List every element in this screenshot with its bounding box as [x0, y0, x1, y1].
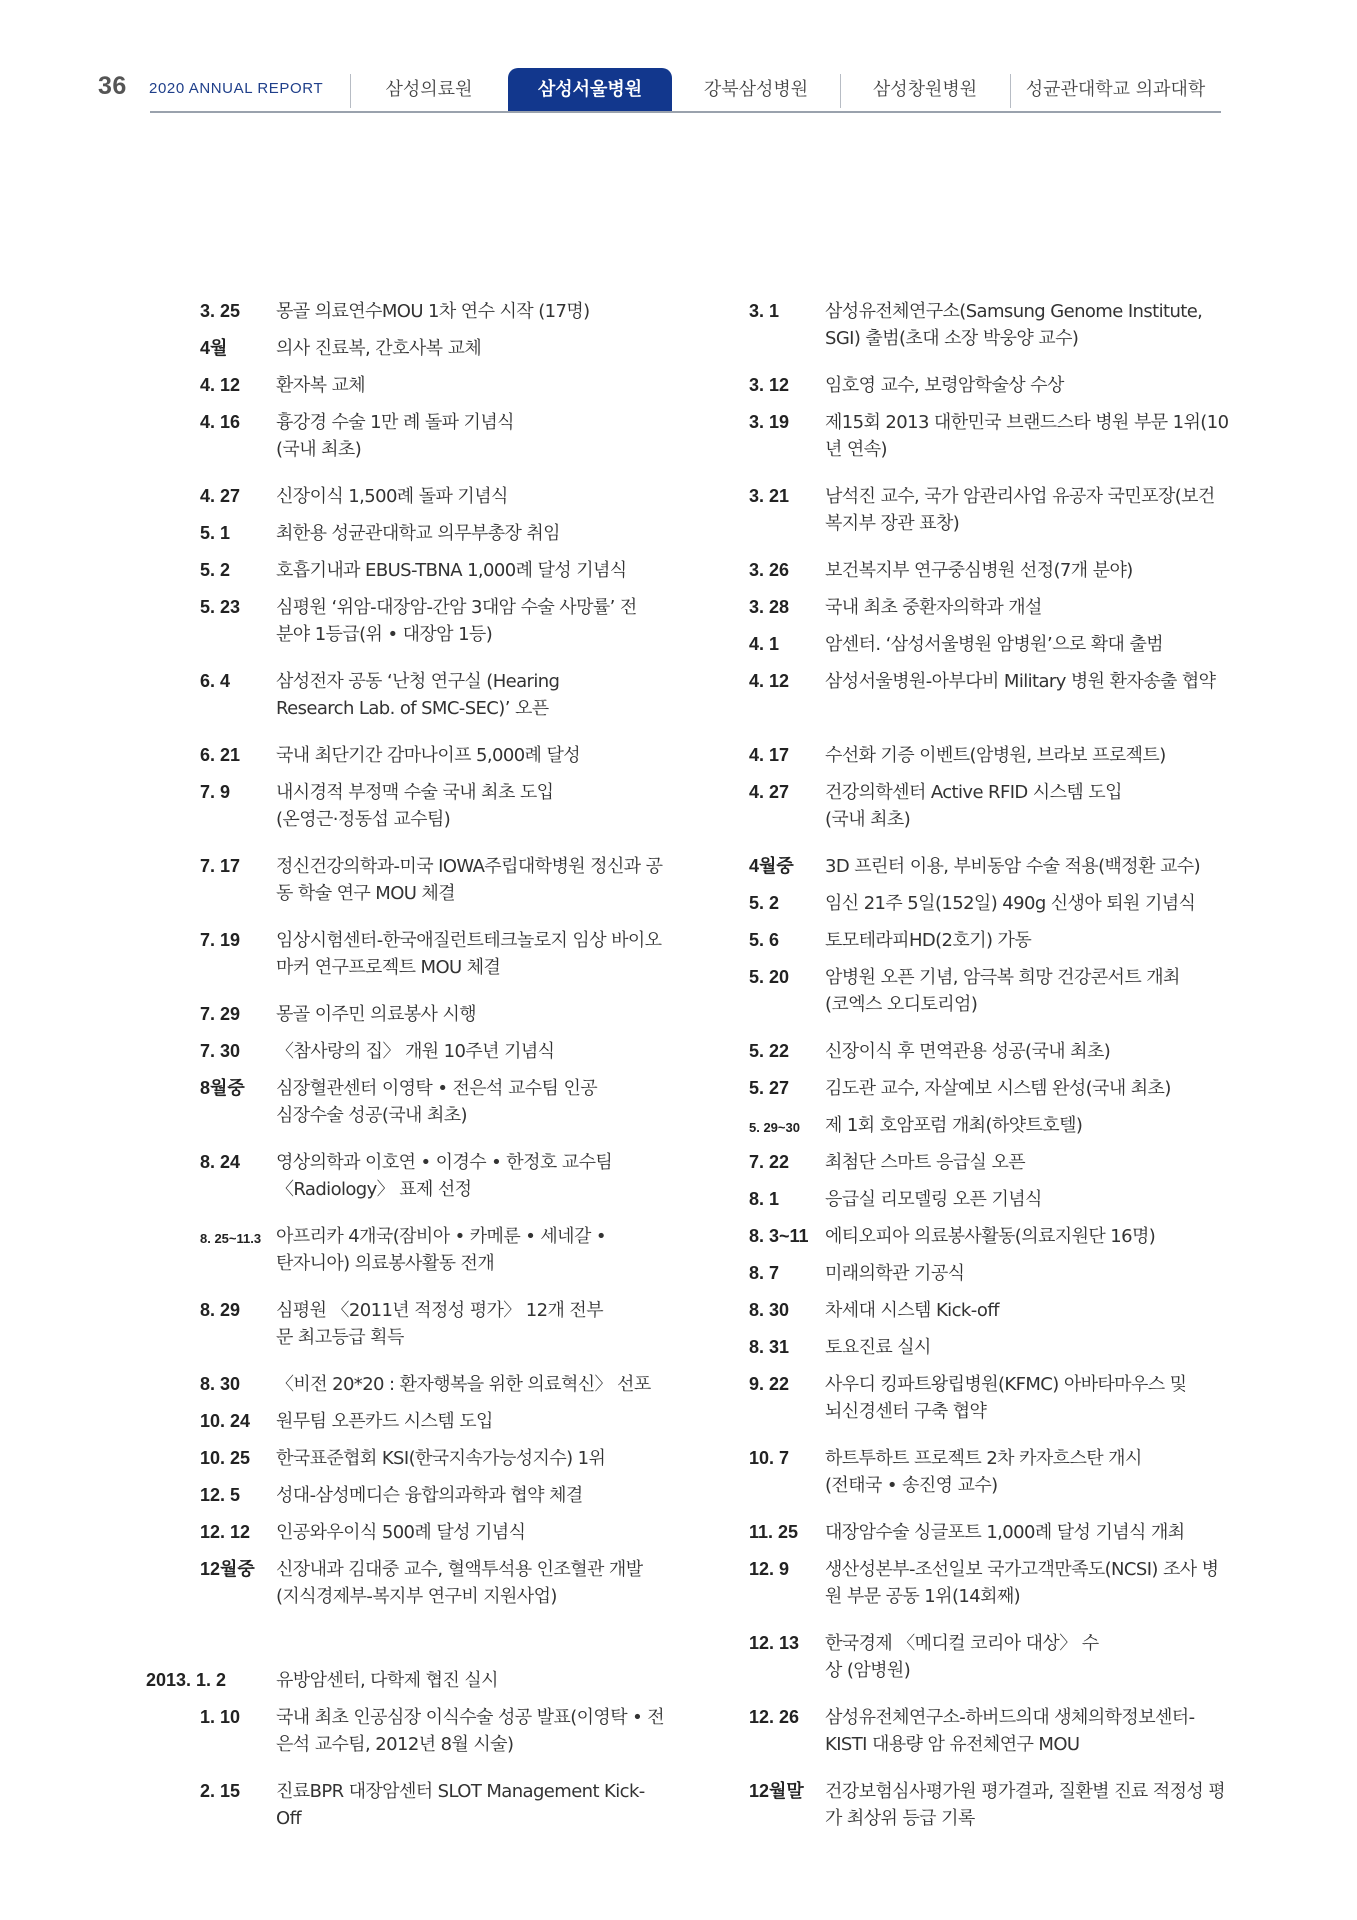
timeline-entry [749, 1519, 1229, 1546]
entry-text: 에티오피아 의료봉사활동(의료지원단 16명) [825, 1226, 1156, 1247]
entry-date: 7. 30 [200, 1041, 241, 1061]
tab-label: 삼성의료원 [385, 79, 473, 100]
entry-text: 최첨단 스마트 응급실 오픈 [825, 1152, 1026, 1173]
entry-date: 3. 21 [749, 486, 790, 506]
entry-text: 토요진료 실시 [825, 1337, 931, 1358]
tab-label: 삼성창원병원 [872, 79, 978, 100]
tab-skku-medical-school[interactable] [1010, 68, 1221, 111]
entry-text: 남석진 교수, 국가 암관리사업 유공자 국민포장(보건복지부 장관 표창) [825, 486, 1215, 534]
timeline-entry [146, 779, 676, 833]
timeline-entry [146, 372, 676, 399]
timeline-entry [146, 1482, 676, 1509]
entry-text: 건강보험심사평가원 평가결과, 질환별 진료 적정성 평가 최상위 등급 기록 [825, 1781, 1226, 1829]
timeline-entry [146, 1297, 676, 1351]
timeline-entry [146, 557, 676, 584]
entry-date: 5. 20 [749, 967, 790, 987]
timeline-entry [146, 1778, 676, 1832]
timeline-entry [749, 1149, 1229, 1176]
entry-text: 아프리카 4개국(잠비아 • 카메룬 • 세네갈 • 탄자니아) 의료봉사활동 전개 [276, 1226, 606, 1274]
entry-date: 8. 25~11.3 [200, 1231, 262, 1246]
entry-date: 2013. 1. 2 [146, 1670, 227, 1690]
entry-text: 한국경제 〈메디컬 코리아 대상〉 수상 (암병원) [825, 1633, 1099, 1681]
entry-text: 몽골 이주민 의료봉사 시행 [276, 1004, 477, 1025]
timeline-entry [146, 1001, 676, 1028]
entry-date: 1. 10 [200, 1707, 241, 1727]
entry-text: 의사 진료복, 간호사복 교체 [276, 338, 482, 359]
entry-date: 4. 17 [749, 745, 790, 765]
tab-samsung-changwon-hospital[interactable] [840, 68, 1010, 111]
entry-text: 내시경적 부정맥 수술 국내 최초 도입 (온영근·정동섭 교수팀) [276, 782, 554, 830]
entry-text: 암병원 오픈 기념, 암극복 희망 건강콘서트 개최 (코엑스 오디토리엄) [825, 967, 1180, 1015]
timeline-entry [749, 853, 1229, 880]
entry-date: 6. 21 [200, 745, 241, 765]
timeline-entry [749, 1038, 1229, 1065]
entry-text: 삼성유전체연구소-하버드의대 생체의학정보센터-KISTI 대용량 암 유전체연구 MOU [825, 1707, 1195, 1755]
entry-text: 신장이식 후 면역관용 성공(국내 최초) [825, 1041, 1111, 1062]
entry-text: 삼성서울병원-아부다비 Military 병원 환자송출 협약 [825, 671, 1216, 692]
timeline-entry [146, 1667, 676, 1694]
entry-text: 몽골 의료연수MOU 1차 연수 시작 (17명) [276, 301, 590, 322]
timeline-entry [749, 1445, 1229, 1499]
entry-date: 3. 28 [749, 597, 790, 617]
timeline-entry [146, 853, 676, 907]
timeline-entry [146, 927, 676, 981]
entry-date: 12. 9 [749, 1559, 790, 1579]
entry-text: 임상시험센터-한국애질런트테크놀로지 임상 바이오마커 연구프로젝트 MOU 체결 [276, 930, 662, 978]
entry-date: 4. 12 [200, 375, 241, 395]
timeline-entry [146, 335, 676, 362]
entry-date: 3. 19 [749, 412, 790, 432]
timeline-entry [146, 594, 676, 648]
entry-date: 5. 6 [749, 930, 780, 950]
entry-date: 3. 12 [749, 375, 790, 395]
entry-text: 진료BPR 대장암센터 SLOT Management Kick-Off [276, 1781, 645, 1829]
timeline-entry [749, 372, 1229, 399]
entry-text: 심평원 ‘위암-대장암-간암 3대암 수술 사망률’ 전 분야 1등급(위 • 대장암 1등) [276, 597, 637, 645]
entry-date: 8. 31 [749, 1337, 790, 1357]
entry-date: 3. 26 [749, 560, 790, 580]
timeline-entry [749, 483, 1229, 537]
entry-text: 수선화 기증 이벤트(암병원, 브라보 프로젝트) [825, 745, 1166, 766]
entry-date: 5. 22 [749, 1041, 790, 1061]
entry-date: 8. 29 [200, 1300, 241, 1320]
entry-text: 환자복 교체 [276, 375, 366, 396]
entry-text: 건강의학센터 Active RFID 시스템 도입 (국내 최초) [825, 782, 1122, 830]
entry-text: 심장혈관센터 이영탁 • 전은석 교수팀 인공심장수술 성공(국내 최초) [276, 1078, 598, 1126]
timeline-entry [749, 1371, 1229, 1425]
entry-date: 7. 17 [200, 856, 241, 876]
entry-text: 대장암수술 싱글포트 1,000례 달성 기념식 개최 [825, 1522, 1185, 1543]
timeline-entry [749, 1778, 1229, 1832]
timeline-entry [146, 1223, 676, 1277]
entry-date: 10. 7 [749, 1448, 790, 1468]
entry-date: 12. 12 [200, 1522, 251, 1542]
entry-text: 인공와우이식 500례 달성 기념식 [276, 1522, 526, 1543]
tab-samsung-medical-center[interactable] [350, 68, 508, 111]
timeline-entry [146, 668, 676, 722]
entry-date: 10. 24 [200, 1411, 251, 1431]
entry-date: 5. 23 [200, 597, 241, 617]
timeline-entry [146, 1408, 676, 1435]
entry-text: 보건복지부 연구중심병원 선정(7개 분야) [825, 560, 1133, 581]
entry-text: 신장이식 1,500례 돌파 기념식 [276, 486, 508, 507]
entry-date: 8. 24 [200, 1152, 241, 1172]
timeline-entry [749, 779, 1229, 833]
timeline-entry [146, 1038, 676, 1065]
timeline-entry [749, 1223, 1229, 1250]
timeline-entry [146, 1445, 676, 1472]
entry-date: 8. 3~11 [749, 1226, 809, 1246]
entry-text: 미래의학관 기공식 [825, 1263, 965, 1284]
timeline-entry [749, 1630, 1229, 1684]
timeline-entry [749, 890, 1229, 917]
header-divider [150, 111, 1221, 113]
entry-text: 성대-삼성메디슨 융합의과학과 협약 체결 [276, 1485, 583, 1506]
entry-text: 제15회 2013 대한민국 브랜드스타 병원 부문 1위(10년 연속) [825, 412, 1229, 460]
timeline-entry [749, 1112, 1229, 1139]
entry-date: 7. 9 [200, 782, 231, 802]
timeline-entry [146, 1075, 676, 1129]
entry-text: 영상의학과 이호연 • 이경수 • 한정호 교수팀 〈Radiology〉 표제 선정 [276, 1152, 613, 1200]
timeline-entry [749, 557, 1229, 584]
entry-text: 암센터. ‘삼성서울병원 암병원’으로 확대 출범 [825, 634, 1164, 655]
entry-date: 4월중 [749, 856, 794, 876]
timeline-entry [146, 742, 676, 769]
entry-text: 사우디 킹파트왕립병원(KFMC) 아바타마우스 및 뇌신경센터 구축 협약 [825, 1374, 1187, 1422]
entry-date: 2. 15 [200, 1781, 241, 1801]
tab-label: 성균관대학교 의과대학 [1025, 79, 1206, 100]
entry-date: 7. 29 [200, 1004, 241, 1024]
entry-date: 8. 30 [749, 1300, 790, 1320]
entry-text: 김도관 교수, 자살예보 시스템 완성(국내 최초) [825, 1078, 1171, 1099]
entry-text: 국내 최초 중환자의학과 개설 [825, 597, 1042, 618]
page-header [0, 0, 1357, 120]
timeline-entry [749, 298, 1229, 352]
timeline-entry [146, 520, 676, 547]
entry-text: 하트투하트 프로젝트 2차 카자흐스탄 개시 (전태국 • 송진영 교수) [825, 1448, 1142, 1496]
entry-date: 12월중 [200, 1559, 255, 1579]
entry-text: 한국표준협회 KSI(한국지속가능성지수) 1위 [276, 1448, 606, 1469]
timeline-entry [749, 1260, 1229, 1287]
timeline-entry [749, 594, 1229, 621]
entry-date: 8월중 [200, 1078, 245, 1098]
entry-date: 5. 29~30 [749, 1120, 800, 1135]
entry-date: 5. 2 [749, 893, 780, 913]
timeline-entry [146, 409, 676, 463]
timeline-entry [749, 1556, 1229, 1610]
entry-date: 12월말 [749, 1781, 804, 1801]
entry-text: 〈참사랑의 집〉 개원 10주년 기념식 [276, 1041, 555, 1062]
timeline-entry [749, 409, 1229, 463]
entry-text: 국내 최초 인공심장 이식수술 성공 발표(이영탁 • 전은석 교수팀, 2012년 8월 시술) [276, 1707, 665, 1755]
timeline-entry [146, 1704, 676, 1758]
entry-text: 삼성전자 공동 ‘난청 연구실 (Hearing Research Lab. of SMC-SEC)’ 오픈 [276, 671, 560, 719]
entry-date: 12. 26 [749, 1707, 800, 1727]
entry-text: 3D 프린터 이용, 부비동암 수술 적용(백정환 교수) [825, 856, 1200, 877]
tab-label: 삼성서울병원 [537, 79, 643, 100]
timeline-entry [749, 742, 1229, 769]
entry-text: 유방암센터, 다학제 협진 실시 [276, 1670, 498, 1691]
entry-text: 응급실 리모델링 오픈 기념식 [825, 1189, 1042, 1210]
entry-date: 7. 19 [200, 930, 241, 950]
entry-date: 4. 12 [749, 671, 790, 691]
entry-date: 4월 [200, 338, 228, 358]
entry-text: 생산성본부-조선일보 국가고객만족도(NCSI) 조사 병원 부문 공동 1위(14회째) [825, 1559, 1219, 1607]
timeline-entry [146, 483, 676, 510]
timeline-entry [146, 1556, 676, 1610]
entry-text: 신장내과 김대중 교수, 혈액투석용 인조혈관 개발 (지식경제부-복지부 연구비 지원사업) [276, 1559, 643, 1607]
entry-text: 임신 21주 5일(152일) 490g 신생아 퇴원 기념식 [825, 893, 1196, 914]
entry-date: 5. 1 [200, 523, 231, 543]
entry-text: 제 1회 호암포럼 개최(하얏트호텔) [825, 1115, 1083, 1136]
timeline-entry [749, 1704, 1229, 1758]
entry-date: 5. 27 [749, 1078, 790, 1098]
entry-date: 12. 13 [749, 1633, 800, 1653]
entry-text: 정신건강의학과-미국 IOWA주립대학병원 정신과 공동 학술 연구 MOU 체결 [276, 856, 663, 904]
timeline-entry [749, 1186, 1229, 1213]
entry-text: 〈비전 20*20 : 환자행복을 위한 의료혁신〉 선포 [276, 1374, 651, 1395]
timeline-entry [749, 631, 1229, 658]
entry-date: 8. 30 [200, 1374, 241, 1394]
timeline-entry [146, 1149, 676, 1203]
entry-date: 9. 22 [749, 1374, 790, 1394]
entry-date: 4. 1 [749, 634, 780, 654]
timeline-entry [146, 1519, 676, 1546]
entry-text: 최한용 성균관대학교 의무부총장 취임 [276, 523, 560, 544]
entry-text: 국내 최단기간 감마나이프 5,000례 달성 [276, 745, 581, 766]
entry-text: 삼성유전체연구소(Samsung Genome Institute, SGI) 출범(초대 소장 박웅양 교수) [825, 301, 1203, 349]
timeline-entry [749, 1334, 1229, 1361]
timeline-entry [749, 1075, 1229, 1102]
entry-text: 원무팀 오픈카드 시스템 도입 [276, 1411, 493, 1432]
entry-date: 7. 22 [749, 1152, 790, 1172]
entry-date: 5. 2 [200, 560, 231, 580]
entry-date: 10. 25 [200, 1448, 251, 1468]
entry-text: 심평원 〈2011년 적정성 평가〉 12개 전부문 최고등급 획득 [276, 1300, 603, 1348]
entry-text: 임호영 교수, 보령암학술상 수상 [825, 375, 1064, 396]
entry-date: 6. 4 [200, 671, 231, 691]
timeline-entry [146, 1371, 676, 1398]
entry-date: 4. 27 [200, 486, 241, 506]
entry-date: 11. 25 [749, 1522, 799, 1542]
report-title: 2020 ANNUAL REPORT [149, 80, 324, 97]
tab-samsung-seoul-hospital[interactable] [508, 68, 672, 111]
timeline-entry [749, 927, 1229, 954]
page-number: 36 [98, 72, 127, 100]
timeline-entry [749, 1297, 1229, 1324]
entry-date: 8. 1 [749, 1189, 780, 1209]
entry-date: 4. 27 [749, 782, 790, 802]
entry-date: 3. 25 [200, 301, 241, 321]
entry-text: 호흡기내과 EBUS-TBNA 1,000례 달성 기념식 [276, 560, 627, 581]
tab-label: 강북삼성병원 [703, 79, 809, 100]
tab-kangbuk-samsung-hospital[interactable] [672, 68, 840, 111]
entry-text: 토모테라피HD(2호기) 가동 [825, 930, 1032, 951]
entry-date: 4. 16 [200, 412, 241, 432]
entry-text: 차세대 시스템 Kick-off [825, 1300, 999, 1321]
entry-text: 흉강경 수술 1만 례 돌파 기념식 (국내 최초) [276, 412, 514, 460]
timeline-entry [749, 964, 1229, 1018]
timeline-entry [749, 668, 1229, 695]
entry-date: 8. 7 [749, 1263, 780, 1283]
entry-date: 3. 1 [749, 301, 780, 321]
entry-date: 12. 5 [200, 1485, 241, 1505]
timeline-entry [146, 298, 676, 325]
